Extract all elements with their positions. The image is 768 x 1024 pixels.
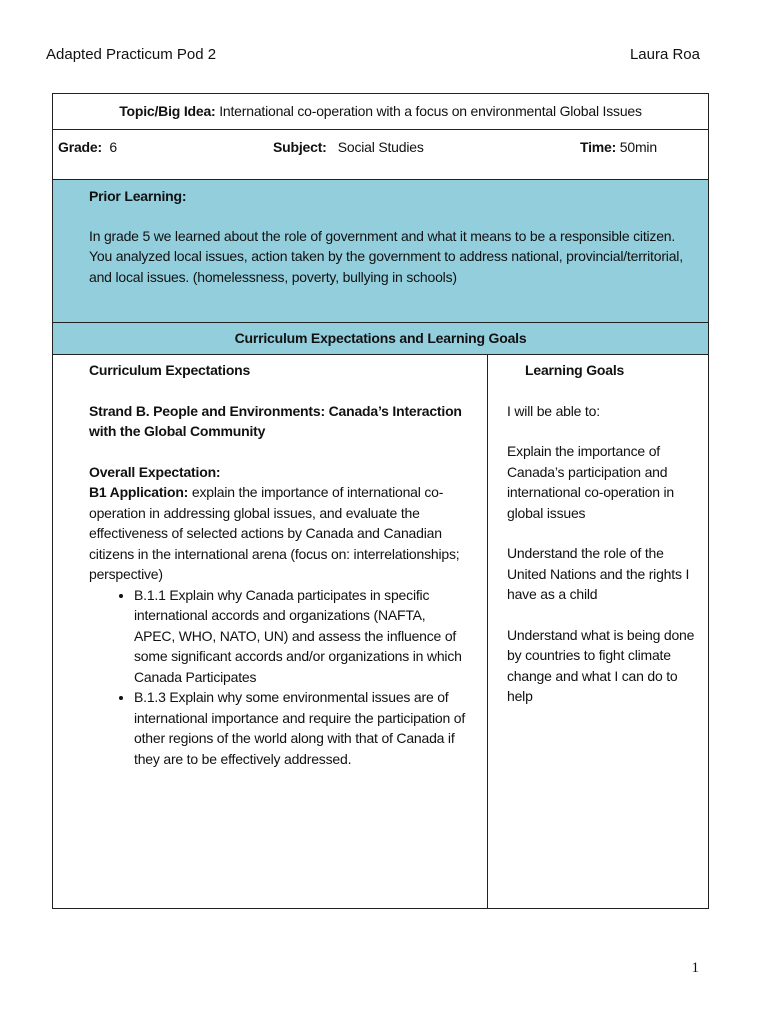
subject-field (273, 137, 424, 158)
expectations-title: Curriculum Expectations (89, 362, 251, 378)
learning-goal-item: Understand the role of the United Nations and the rights I have as a child (507, 545, 690, 602)
list-item: • B.1.3 Explain why some environmental issues are of international importance and require the participation of other regions of the world along with that of Canada if they are to be effectively addressed. (134, 687, 469, 769)
topic-cell (53, 94, 709, 130)
topic-value: International co-operation with a focus on environmental Global Issues (219, 103, 642, 120)
prior-learning-cell (53, 180, 709, 323)
grade-row (53, 130, 709, 180)
subject-value: Social Studies (337, 139, 424, 155)
learning-goals-title: Learning Goals (525, 362, 625, 378)
overall-expectation-label: Overall Expectation: (89, 463, 221, 480)
strand-title: Strand B. People and Environments: Canada’s Interaction with the Global Community (89, 402, 462, 439)
grade-value: 6 (109, 139, 117, 155)
grade-field (58, 137, 117, 158)
grade-label: Grade: (58, 139, 102, 155)
lesson-plan-table (52, 93, 709, 909)
b1-text: explain the importance of international co-operation in addressing global issues, and evaluate the effectiveness of selected actions by Canada and Canadian citizens in the international arena (focus on: interrelationships; perspective) (89, 484, 460, 582)
time-field (580, 137, 657, 158)
header-author: Laura Roa (629, 46, 700, 63)
grade-cell (53, 130, 709, 180)
curriculum-content-row (53, 355, 709, 909)
curriculum-expectations-cell (53, 355, 488, 909)
time-value: 50min (619, 139, 657, 155)
learning-goals-intro: I will be able to: (507, 402, 600, 419)
learning-goal-item: Understand what is being done by countries to fight climate change and what I can do to help (507, 626, 695, 704)
curriculum-section-title: Curriculum Expectations and Learning Goals (53, 323, 709, 355)
learning-goals-cell (488, 355, 709, 909)
b1-label: B1 Application: (89, 484, 189, 500)
topic-label: Topic/Big Idea: (119, 103, 216, 120)
time-label: Time: (580, 139, 617, 155)
curriculum-title-row (53, 323, 709, 355)
learning-goal-item: Explain the importance of Canada’s participation and international co-operation in global issues (507, 443, 674, 521)
page-number: 1 (691, 960, 699, 976)
b1-application (89, 482, 469, 585)
prior-learning-label: Prior Learning: (89, 188, 187, 204)
topic-row (53, 94, 709, 130)
subject-label: Subject: (273, 139, 327, 155)
specific-expectations-list (89, 585, 469, 770)
header-course: Adapted Practicum Pod 2 (46, 46, 217, 63)
prior-learning-text: In grade 5 we learned about the role of government and what it means to be a responsible citizen. You analyzed local issues, action taken by the government to address national, provincial/territorial, and local issues. (homelessness, poverty, bullying in schools) (89, 227, 683, 285)
list-item: • B.1.1 Explain why Canada participates in specific international accords and organizations (NAFTA, APEC, WHO, NATO, UN) and assess the influence of some significant accords and/or organizations in which Canada Participates (134, 585, 469, 688)
prior-learning-row (53, 180, 709, 323)
